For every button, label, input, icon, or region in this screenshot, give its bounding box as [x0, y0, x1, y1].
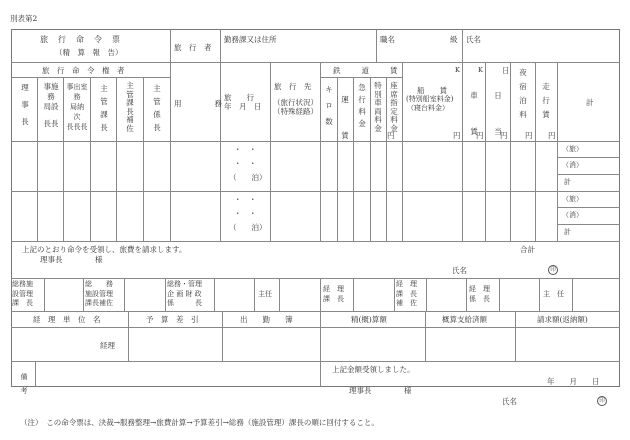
claimant-name-label: 氏名 — [452, 266, 467, 275]
approval-accounting-deputy: 経 理 課 長 補 佐 — [396, 280, 417, 307]
date-to[interactable]: ・ ・ — [234, 209, 257, 218]
approval-accounting-unit-chief: 経 理 係 長 — [469, 285, 490, 303]
col-km: キ ロ 数 — [325, 85, 333, 126]
col-express: 急 行 料 金 — [358, 83, 366, 128]
divider — [535, 62, 536, 241]
settlement-amount-header: 精(概)算額 — [351, 315, 387, 324]
divider — [37, 77, 38, 241]
approval-accounting-chief: 経 理 課 長 — [323, 285, 344, 303]
stamp-box[interactable] — [45, 279, 83, 311]
receipt-statement: 上記金額受領しました。 — [332, 365, 415, 374]
claim-amount-field[interactable] — [516, 328, 619, 360]
divider — [116, 77, 117, 241]
divider — [270, 62, 271, 241]
railway-fare-label: 鉄 道 賃 — [333, 66, 400, 75]
traveler-label: 旅 行 者 — [174, 43, 212, 52]
divider — [220, 29, 221, 62]
attendance-field[interactable] — [223, 328, 319, 360]
col-secretary-general: 事施 務 局設 長長 — [43, 82, 59, 128]
divider — [83, 278, 84, 311]
divider — [539, 278, 540, 311]
receipt-addressee: 理事長 — [349, 386, 372, 395]
routing-note: （注） この命令票は、決裁→服務整理→旅費計算→予算差引→総務（施設管理）課長の順に回付すること。 — [20, 418, 379, 427]
divider — [254, 278, 255, 311]
nights-field[interactable]: （ 泊） — [229, 173, 267, 182]
col-deputy-secretary: 事出室 務 局納 次 長長長 — [66, 83, 88, 131]
attendance-header: 出 勤 簿 — [240, 315, 293, 324]
ship-special-room: (特別船室料金) — [406, 95, 454, 103]
divider — [402, 62, 403, 241]
divider — [143, 77, 144, 241]
form-title: 旅 行 命 令 票 — [40, 35, 121, 44]
total-travel: （旅） — [562, 145, 583, 153]
rail-unit: 円 — [387, 131, 395, 140]
car-unit: 円 — [476, 131, 484, 140]
col-deputy-section-chief: 主 管 課 長 補 佐 — [126, 81, 134, 133]
ship-unit: 円 — [453, 131, 461, 140]
remarks-field[interactable] — [36, 362, 319, 386]
stamp-box[interactable] — [215, 279, 254, 311]
destination-status: （旅行状況） — [273, 98, 318, 107]
approval-general-affairs-deputy: 総 務 施設管理 課長補佐 — [85, 280, 113, 307]
total-sum: 計 — [564, 228, 571, 236]
name-label: 氏名 — [466, 35, 481, 44]
receipt-honorific: 様 — [404, 386, 412, 395]
divider — [320, 278, 321, 311]
divider — [220, 62, 221, 241]
total-travel: （旅） — [562, 195, 583, 203]
divider — [462, 29, 463, 241]
stamp-box[interactable] — [125, 279, 165, 311]
ship-berth: （寝台料金） — [407, 104, 449, 112]
divider — [557, 174, 620, 175]
accounting-unit-field[interactable] — [12, 328, 127, 360]
col-unit-chief: 主 管 係 長 — [153, 84, 161, 132]
divider — [557, 224, 620, 225]
divider — [376, 29, 377, 62]
col-chairman: 理 事 長 — [21, 83, 29, 126]
receipt-date: 年 月 日 — [547, 377, 600, 386]
stamp-box[interactable] — [500, 279, 539, 311]
claim-amount-header: 請求額(返納額) — [537, 315, 588, 324]
divider — [557, 207, 620, 208]
car-unit-k: K — [478, 66, 483, 74]
advance-paid-field[interactable] — [426, 328, 514, 360]
position-label: 職名 — [380, 35, 395, 44]
col-reserved-seat: 座 席 指 定 料 金 — [390, 81, 398, 133]
divider — [353, 77, 354, 241]
purpose-label: 用 務 — [174, 99, 228, 108]
destination-label: 旅 行 先 — [274, 82, 312, 91]
date-from[interactable]: ・ ・ — [234, 195, 257, 204]
total-label: 計 — [586, 98, 594, 107]
form-id-label: 別表第2 — [10, 14, 38, 23]
day-label-top: 日 — [502, 66, 510, 75]
claim-statement: 上記のとおり命令を受領し、旅費を請求します。 — [22, 245, 187, 254]
receipt-name-label: 氏名 — [502, 397, 517, 406]
date-to[interactable]: ・ ・ — [234, 159, 257, 168]
claim-addressee: 理事長 — [40, 255, 63, 264]
nights-field[interactable]: （ 泊） — [229, 223, 267, 232]
col-section-chief: 主 管 課 長 — [100, 84, 108, 132]
divider — [466, 278, 467, 311]
ship-fare-label: 船 賃 — [417, 86, 447, 95]
approval-planning-unit-chief: 総務・管理 企 画 財 政 係 長 — [167, 280, 202, 307]
col-lodging: 夜 宿 泊 料 — [519, 68, 527, 119]
stamp-box[interactable] — [280, 279, 320, 311]
stamp-box[interactable] — [354, 279, 394, 311]
col-special-car: 特 別 車 両 料 金 — [374, 81, 382, 133]
day-unit: 円 — [500, 131, 508, 140]
claim-honorific: 様 — [95, 255, 103, 264]
budget-deduction-header: 予 算 差 引 — [146, 315, 199, 324]
col-daily-allowance: 日 当 — [494, 91, 502, 136]
total-sum: 計 — [564, 178, 571, 186]
grade-label: 級 — [450, 35, 458, 44]
seal-icon: 印 — [548, 265, 558, 275]
settlement-amount-field[interactable] — [321, 328, 424, 360]
col-fare: 運 賃 — [341, 95, 349, 140]
divider — [170, 29, 171, 241]
approval-general-affairs-chief: 総務施 設管理 課 長 — [12, 280, 33, 307]
approval-staff: 主任 — [258, 290, 272, 298]
divider — [90, 77, 91, 241]
travel-date-format: 年 月 日 — [224, 102, 262, 111]
col-car-fare: 車 賃 — [470, 91, 478, 136]
divider — [165, 278, 166, 311]
divider — [510, 62, 511, 241]
advance-paid-header: 概算支給済額 — [442, 315, 487, 324]
dept-label: 勤務課又は住所 — [224, 35, 277, 44]
divider — [11, 241, 620, 242]
total-tax: （消） — [562, 161, 583, 169]
ship-unit-k: K — [455, 66, 460, 74]
destination-route: （特殊経路） — [273, 107, 318, 116]
authority-group-label: 旅 行 命 令 権 者 — [42, 66, 125, 75]
divider — [11, 62, 620, 63]
approval-accounting-staff: 主 任 — [543, 290, 564, 298]
col-travel-fare: 走 行 賃 — [542, 82, 550, 119]
accounting-unit-suffix: 経理 — [100, 341, 115, 350]
lodging-unit: 円 — [525, 131, 533, 140]
divider — [485, 62, 486, 241]
seal-icon: 印 — [597, 396, 607, 406]
divider — [11, 311, 620, 312]
stamp-box[interactable] — [427, 279, 466, 311]
divider — [11, 191, 620, 192]
divider — [557, 62, 558, 241]
divider — [394, 278, 395, 311]
form-subtitle: （精 算 報 告） — [55, 48, 123, 57]
divider — [557, 157, 620, 158]
remarks-label: 備 考 — [20, 373, 28, 395]
divider — [320, 77, 402, 78]
total-tax: （消） — [562, 211, 583, 219]
accounting-unit-header: 経 理 単 位 名 — [33, 315, 101, 324]
grand-total-label: 合計 — [520, 245, 535, 254]
date-from[interactable]: ・ ・ — [234, 145, 257, 154]
travel-fare-unit: 円 — [548, 131, 556, 140]
travel-date-label: 旅 行 — [224, 93, 254, 102]
divider — [11, 141, 620, 142]
stamp-box[interactable] — [573, 279, 619, 311]
budget-deduction-field[interactable] — [129, 328, 221, 360]
divider — [320, 62, 321, 241]
